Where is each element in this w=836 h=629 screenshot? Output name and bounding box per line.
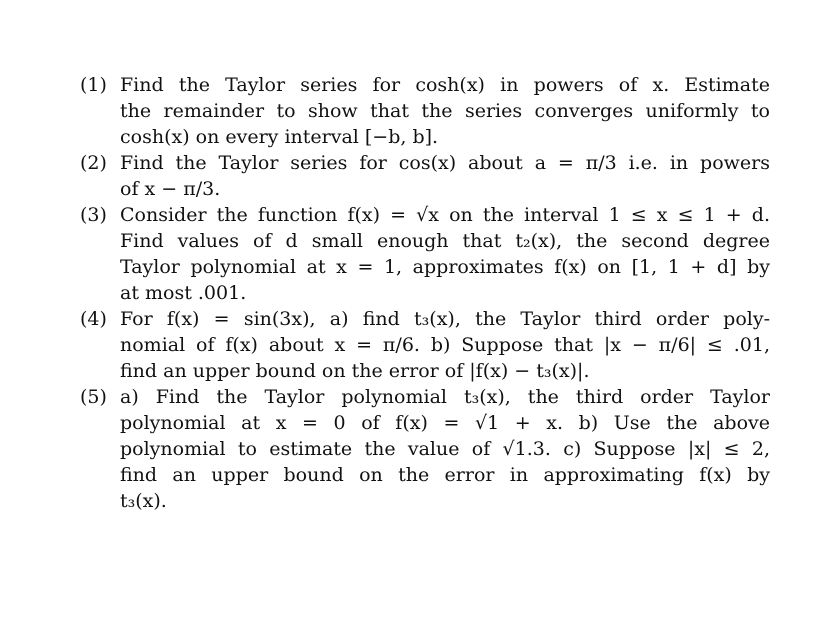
problem-number: (3) (80, 204, 107, 226)
problem-text-line: the remainder to show that the series converges uniformly to (120, 100, 770, 122)
problem-5 (80, 384, 770, 514)
problem-2 (80, 150, 770, 202)
problem-text-line: Taylor polynomial at x = 1, approximates f(x) on [1, 1 + d] by (120, 256, 770, 278)
problem-text-line: Find the Taylor series for cosh(x) in powers of x. Estimate (120, 74, 770, 96)
problem-text-line: cosh(x) on every interval [−b, b]. (120, 126, 439, 148)
problem-text-line: Find values of d small enough that t₂(x), the second degree (120, 230, 770, 252)
problem-list (80, 72, 770, 514)
problem-number: (2) (80, 152, 107, 174)
problem-text-line: t₃(x). (120, 490, 167, 512)
problem-text-line: polynomial to estimate the value of √1.3. c) Suppose |x| ≤ 2, (120, 438, 770, 460)
problem-text-line: find an upper bound on the error in approximating f(x) by (120, 464, 770, 486)
problem-4 (80, 306, 770, 384)
problem-3 (80, 202, 770, 306)
problem-text-line: Find the Taylor series for cos(x) about a = π/3 i.e. in powers (120, 152, 770, 174)
problem-text-line: Consider the function f(x) = √x on the interval 1 ≤ x ≤ 1 + d. (120, 204, 770, 226)
problem-text-line: For f(x) = sin(3x), a) find t₃(x), the Taylor third order poly- (120, 308, 770, 330)
problem-text-line: a) Find the Taylor polynomial t₃(x), the third order Taylor (120, 386, 770, 408)
problem-number: (4) (80, 308, 107, 330)
problem-text-line: find an upper bound on the error of |f(x) − t₃(x)|. (120, 360, 590, 382)
problem-number: (5) (80, 386, 107, 408)
problem-text-line: polynomial at x = 0 of f(x) = √1 + x. b) Use the above (120, 412, 770, 434)
problem-text-line: at most .001. (120, 282, 247, 304)
problem-number: (1) (80, 74, 107, 96)
problem-text-line: of x − π/3. (120, 178, 221, 200)
problem-1 (80, 72, 770, 150)
problem-text-line: nomial of f(x) about x = π/6. b) Suppose that |x − π/6| ≤ .01, (120, 334, 770, 356)
